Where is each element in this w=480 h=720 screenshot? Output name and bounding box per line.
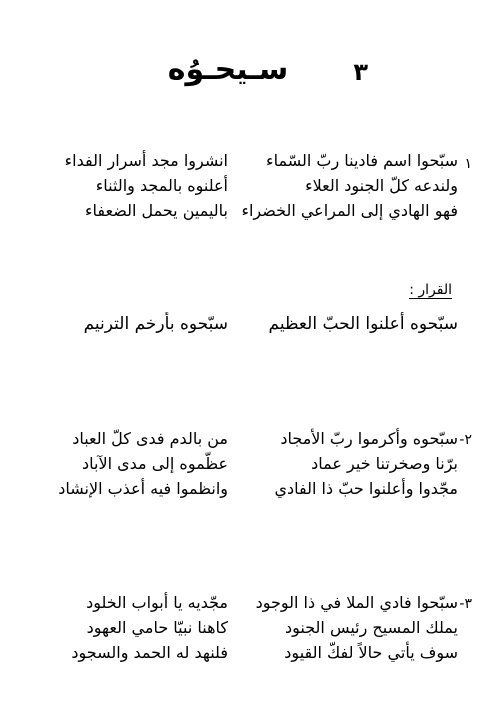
verse-line: كاهنا نبيّا حامي العهود (86, 618, 228, 637)
verse-line: فهو الهادي إلى المراعي الخضراء (241, 201, 458, 220)
refrain-left-column (26, 312, 228, 337)
stanza-left-column (26, 148, 228, 223)
verse-line: سبّحوا اسم فادينا ربّ السّماء (266, 151, 458, 170)
page-header (0, 52, 480, 102)
stanza-left-column (26, 426, 228, 501)
verse-line: انشروا مجد أسرار الفداء (64, 151, 228, 170)
refrain-right-column (236, 312, 458, 337)
verse-line: مجّدوا وأعلنوا حبّ ذا الفادي (274, 479, 458, 498)
page-number: ٣ (353, 58, 368, 86)
verse-line: من بالدم فدى كلّ العباد (72, 429, 228, 448)
verse-line: يملك المسيح رئيس الجنود (284, 618, 458, 637)
stanza-right-column (236, 148, 458, 223)
refrain-label-text: القرار : (409, 282, 452, 298)
verse-line: ولندعه كلّ الجنود العلاء (305, 176, 458, 195)
refrain-line: سبّحوه بأرخم الترنيم (83, 314, 228, 334)
verse-line: فلنهد له الحمد والسجود (71, 643, 228, 662)
stanza-number: ٢- (459, 432, 472, 448)
verse-line: برّنا وصخرتنا خير عماد (311, 454, 458, 473)
verse-line: مجّديه يا أبواب الخلود (86, 593, 228, 612)
stanza-right-column (236, 590, 458, 665)
hymn-title: سـيحـوُه (167, 52, 289, 87)
verse-line: وانظموا فيه أعذب الإنشاد (58, 479, 228, 498)
refrain-line: سبّحوه أعلنوا الحبّ العظيم (268, 314, 458, 334)
refrain-label (409, 282, 452, 298)
verse-line: سبّحوه وأكرموا ربّ الأمجاد (280, 429, 458, 448)
verse-line: عظّموه إلى مدى الآباد (82, 454, 228, 473)
verse-line: باليمين يحمل الضعفاء (84, 201, 228, 220)
verse-line: أعلنوه بالمجد والثناء (95, 176, 228, 195)
stanza-right-column (236, 426, 458, 501)
stanza-number: ١ (464, 156, 472, 172)
verse-line: سوف يأتي حالاً لفكّ القيود (284, 643, 458, 662)
stanza-left-column (26, 590, 228, 665)
stanza-number: ٣- (459, 596, 472, 612)
verse-line: سبّحوا فادي الملا في ذا الوجود (255, 593, 458, 612)
